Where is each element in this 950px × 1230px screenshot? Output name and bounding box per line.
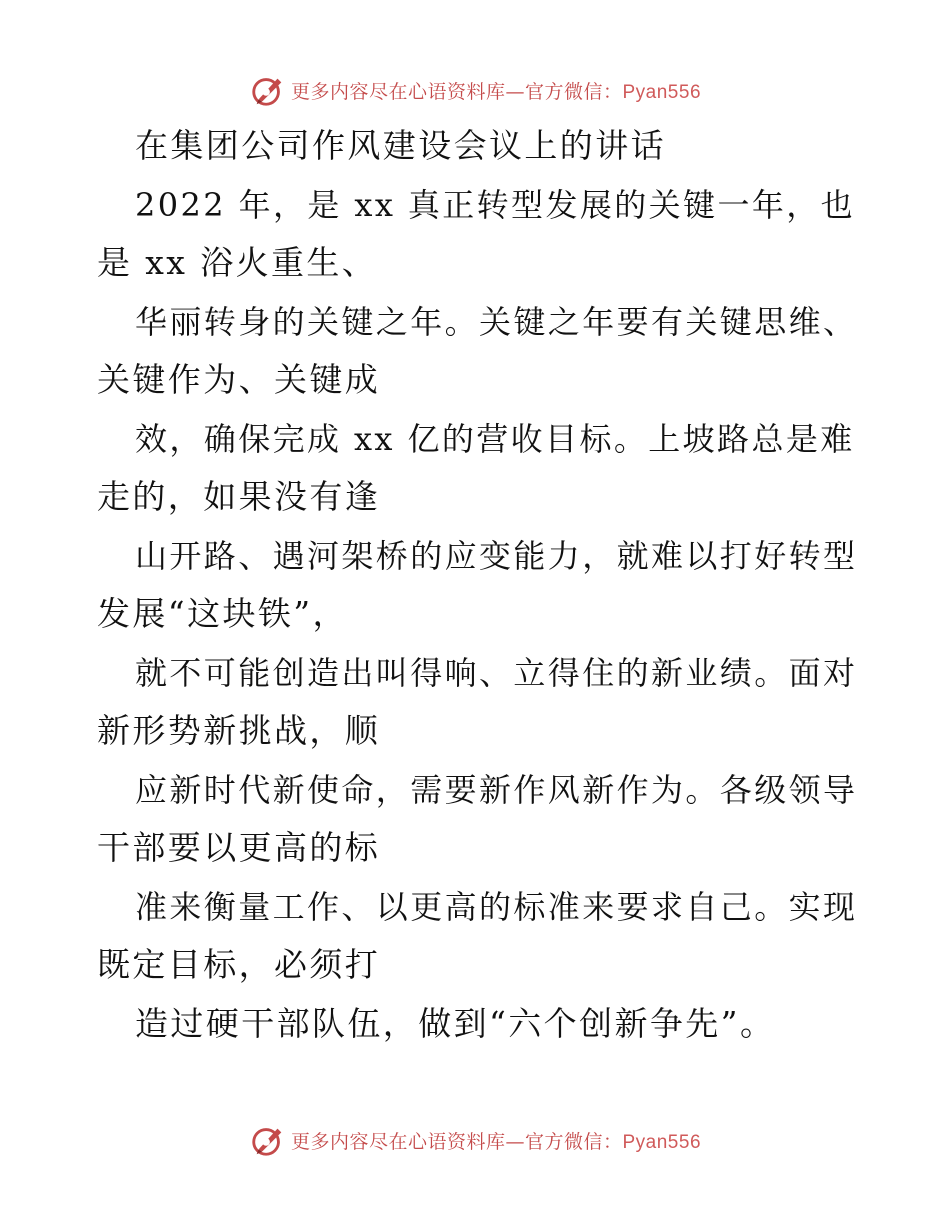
pen-logo-icon [249,71,287,109]
watermark-banner-top [0,68,950,112]
text-line: 2022 年，是 xx 真正转型发展的关键一年，也 [135,185,856,224]
text-line: 造过硬干部队伍，做到“六个创新争先”。 [135,1003,776,1043]
watermark-text: 更多内容尽在心语资料库—官方微信：Pyan556 [290,80,702,103]
pen-logo-icon [249,1121,287,1159]
text-line: 山开路、遇河架桥的应变能力，就难以打好转型 [135,536,858,575]
text-line: 发展“这块铁”， [97,594,348,633]
watermark-banner-bottom [0,1118,950,1162]
text-line: 新形势新挑战，顺 [97,711,381,750]
watermark-text: 更多内容尽在心语资料库—官方微信：Pyan556 [290,1130,702,1153]
text-line: 效，确保完成 xx 亿的营收目标。上坡路总是难 [135,419,855,458]
text-line: 就不可能创造出叫得响、立得住的新业绩。面对 [135,653,858,692]
document-body [97,117,857,1053]
text-line: 华丽转身的关键之年。关键之年要有关键思维、 [135,302,858,341]
text-line: 应新时代新使命，需要新作风新作为。各级领导 [135,770,858,809]
text-line: 在集团公司作风建设会议上的讲话 [135,126,666,165]
text-line: 是 xx 浴火重生、 [97,243,378,282]
text-line: 关键作为、关键成 [97,360,381,399]
text-line: 干部要以更高的标 [97,828,381,867]
text-line: 走的，如果没有逢 [97,477,381,516]
text-line: 既定目标，必须打 [97,945,381,984]
text-line: 准来衡量工作、以更高的标准来要求自己。实现 [135,887,858,926]
